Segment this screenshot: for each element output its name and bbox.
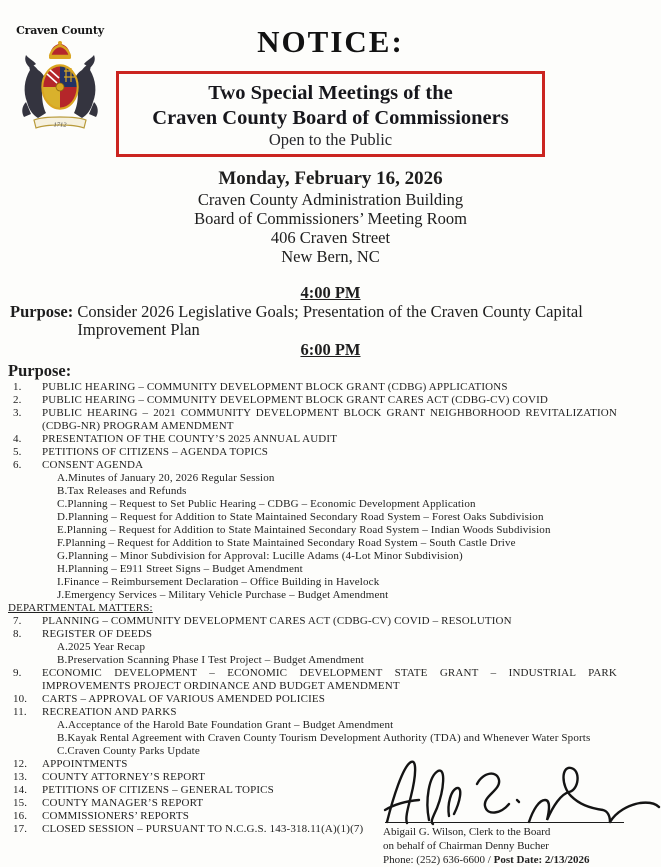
item-number: 12. (13, 758, 28, 771)
agenda-item-row (0, 628, 648, 641)
agenda-subitem-row (0, 641, 648, 654)
subitem-letter: B. (57, 732, 68, 745)
agenda-subitem-row (0, 524, 648, 537)
item-text: APPOINTMENTS (42, 758, 128, 771)
item-number: 1. (13, 381, 22, 394)
session1-time: 4:00 PM (300, 283, 361, 302)
session2-time: 6:00 PM (300, 340, 361, 360)
agenda-subitem-row (0, 537, 648, 550)
item-number: 6. (13, 459, 22, 472)
subitem-letter: B. (57, 485, 68, 498)
handwritten-signature-icon (383, 752, 661, 826)
agenda-subitem-row (0, 576, 648, 589)
post-date: Post Date: 2/13/2026 (493, 853, 590, 866)
item-text: PETITIONS OF CITIZENS – AGENDA TOPICS (42, 446, 269, 459)
svg-text:1712: 1712 (53, 121, 67, 129)
subitem-letter: I. (57, 576, 64, 589)
item-number: 4. (13, 433, 22, 446)
subitem-letter: B. (57, 654, 68, 667)
item-number: 3. (13, 407, 22, 420)
agenda-item-row (0, 446, 648, 459)
signature-line (385, 822, 624, 823)
meeting-location-street: 406 Craven Street (270, 228, 391, 247)
meeting-date: Monday, February 16, 2026 (218, 168, 443, 189)
meeting-location-city: New Bern, NC (281, 247, 380, 266)
subitem-text: Planning – Minor Subdivision for Approval: Lucille Adams (4-Lot Minor Subdivision) (68, 550, 463, 563)
subitem-text: Craven County Parks Update (67, 745, 200, 758)
item-text: PUBLIC HEARING – COMMUNITY DEVELOPMENT BLOCK GRANT (CDBG) APPLICATIONS (42, 381, 508, 394)
item-number: 13. (13, 771, 28, 784)
item-number: 11. (13, 706, 27, 719)
item-number: 8. (13, 628, 22, 641)
announcement-line-2: Craven County Board of Commissioners (152, 106, 509, 129)
subitem-text: Planning – Request for Addition to State Maintained Secondary Road System – Indian Woods Subdivision (66, 524, 551, 537)
subitem-letter: C. (57, 745, 68, 758)
clerk-name-line: Abigail G. Wilson, Clerk to the Board (383, 826, 551, 838)
item-number: 17. (13, 823, 28, 836)
subitem-letter: F. (57, 537, 66, 550)
subitem-letter: J. (57, 589, 65, 602)
subitem-letter: C. (57, 498, 68, 511)
session1-purpose-text: Consider 2026 Legislative Goals; Presentation of the Craven County Capital Improvement Plan (77, 302, 583, 339)
item-text: RECREATION AND PARKS (42, 706, 177, 719)
item-number: 7. (13, 615, 22, 628)
county-crest-icon (16, 38, 104, 138)
agenda-item-row (0, 693, 648, 706)
agenda-item-row (0, 407, 648, 433)
item-number: 2. (13, 394, 22, 407)
phone-postdate-line (383, 854, 657, 867)
agenda-section-heading (0, 602, 648, 615)
subitem-letter: A. (57, 719, 68, 732)
subitem-text: Planning – Request for Addition to State Maintained Secondary Road System – Forest Oaks Subdivision (68, 511, 544, 524)
subitem-text: Planning – Request for Addition to State Maintained Secondary Road System – South Castle Drive (65, 537, 516, 550)
subitem-text: Acceptance of the Harold Bate Foundation Grant – Budget Amendment (68, 719, 394, 732)
agenda-subitem-row (0, 498, 648, 511)
announcement-line-3: Open to the Public (268, 130, 393, 149)
subitem-letter: G. (57, 550, 68, 563)
item-text: PRESENTATION OF THE COUNTY’S 2025 ANNUAL AUDIT (42, 433, 338, 446)
meeting-info (0, 168, 661, 266)
item-number: 9. (13, 667, 22, 680)
signature-block (383, 752, 657, 867)
item-text: CONSENT AGENDA (42, 459, 144, 472)
agenda-subitem-row (0, 589, 648, 602)
agenda-item-row (0, 433, 648, 446)
meeting-announcement-box (116, 71, 545, 157)
agenda-item-row (0, 394, 648, 407)
agenda-item-row (0, 615, 648, 628)
subitem-letter: D. (57, 511, 68, 524)
session2-purpose-heading: Purpose: (8, 361, 72, 381)
item-text: PUBLIC HEARING – COMMUNITY DEVELOPMENT BLOCK GRANT CARES ACT (CDBG-CV) COVID (42, 394, 549, 407)
county-seal-title: Craven County (16, 24, 104, 37)
item-number: 5. (13, 446, 22, 459)
item-text: COUNTY MANAGER’S REPORT (42, 797, 204, 810)
item-text: COUNTY ATTORNEY’S REPORT (42, 771, 206, 784)
meeting-location-room: Board of Commissioners’ Meeting Room (194, 209, 467, 228)
item-text: CLOSED SESSION – PURSUANT TO N.C.G.S. 143-318.11(A)(1)(7) (42, 823, 364, 836)
item-number: 10. (13, 693, 28, 706)
subitem-letter: E. (57, 524, 67, 537)
item-text: CARTS – APPROVAL OF VARIOUS AMENDED POLICIES (42, 693, 326, 706)
agenda-subitem-row (0, 472, 648, 485)
page-title: NOTICE: (257, 24, 404, 59)
agenda-subitem-row (0, 485, 648, 498)
subitem-text: Planning – Request to Set Public Hearing – CDBG – Economic Development Application (67, 498, 476, 511)
agenda-item-row (0, 667, 648, 693)
item-text: PUBLIC HEARING – 2021 COMMUNITY DEVELOPMENT BLOCK GRANT NEIGHBORHOOD REVITALIZATION (CDBG-NR) PROGRAM AMENDMENT (42, 407, 617, 433)
item-text: PLANNING – COMMUNITY DEVELOPMENT CARES ACT (CDBG-CV) COVID – RESOLUTION (42, 615, 512, 628)
item-number: 16. (13, 810, 28, 823)
agenda-subitem-row (0, 654, 648, 667)
item-text: COMMISSIONERS’ REPORTS (42, 810, 189, 823)
behalf-line: on behalf of Chairman Denny Bucher (383, 839, 549, 852)
agenda-subitem-row (0, 550, 648, 563)
subitem-text: Preservation Scanning Phase I Test Project – Budget Amendment (67, 654, 364, 667)
subitem-text: Planning – E911 Street Signs – Budget Amendment (68, 563, 303, 576)
agenda-item-row (0, 381, 648, 394)
agenda-subitem-row (0, 719, 648, 732)
meeting-location-building: Craven County Administration Building (197, 190, 464, 209)
subitem-letter: H. (57, 563, 68, 576)
item-text: PETITIONS OF CITIZENS – GENERAL TOPICS (42, 784, 274, 797)
phone-number: Phone: (252) 636-6600 / (383, 853, 494, 866)
subitem-text: 2025 Year Recap (68, 641, 146, 654)
agenda-subitem-row (0, 511, 648, 524)
item-text: REGISTER OF DEEDS (42, 628, 153, 641)
session1-purpose-label: Purpose: (10, 302, 78, 321)
subitem-letter: A. (57, 472, 68, 485)
subitem-letter: A. (57, 641, 68, 654)
agenda-item-row (0, 459, 648, 472)
session1-purpose (0, 303, 661, 338)
subitem-text: Finance – Reimbursement Declaration – Office Building in Havelock (63, 576, 380, 589)
announcement-line-1: Two Special Meetings of the (208, 82, 453, 104)
subitem-text: Emergency Services – Military Vehicle Purchase – Budget Amendment (64, 589, 389, 602)
agenda-item-row (0, 706, 648, 719)
item-number: 15. (13, 797, 28, 810)
county-seal (12, 24, 108, 143)
agenda-subitem-row (0, 732, 648, 745)
agenda-subitem-row (0, 563, 648, 576)
item-text: ECONOMIC DEVELOPMENT – ECONOMIC DEVELOPMENT STATE GRANT – INDUSTRIAL PARK IMPROVEMENTS PROJECT ORDINANCE AND BUDGET AMENDMENT (42, 667, 617, 693)
item-number: 14. (13, 784, 28, 797)
subitem-text: Minutes of January 20, 2026 Regular Session (68, 472, 275, 485)
section-heading-text: DEPARTMENTAL MATTERS: (8, 602, 153, 615)
subitem-text: Kayak Rental Agreement with Craven County Tourism Development Authority (TDA) and Whenever Water Sports (67, 732, 591, 745)
subitem-text: Tax Releases and Refunds (67, 485, 187, 498)
